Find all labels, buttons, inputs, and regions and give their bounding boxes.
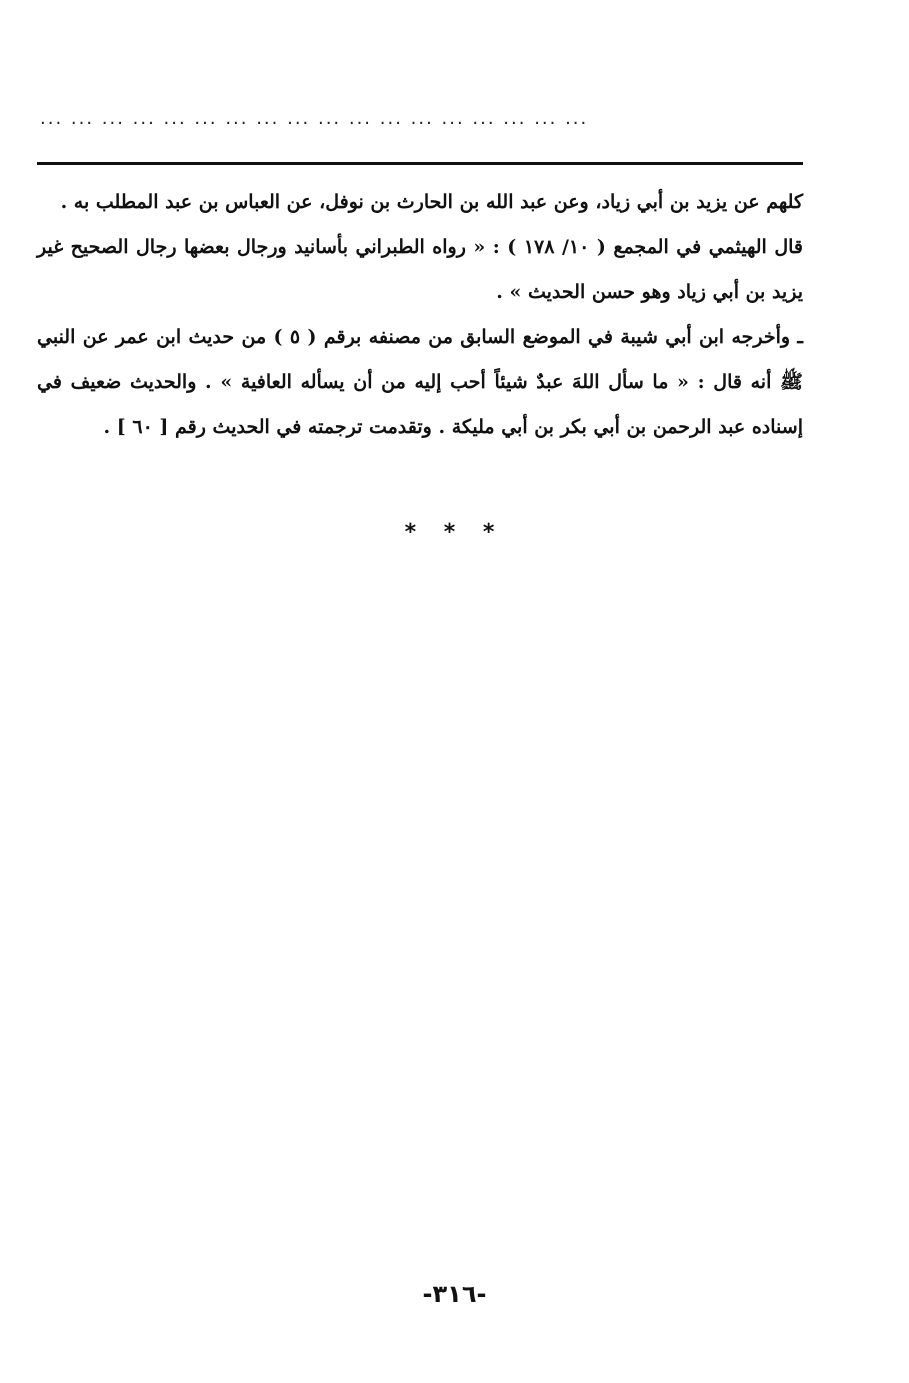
section-separator: * * *: [404, 520, 505, 545]
paragraph-2: قال الهيثمي في المجمع ( ١٠/ ١٧٨ ) : « رواه الطبراني بأسانيد ورجال بعضها رجال الصحيح غير يزيد بن أبي زياد وهو حسن الحديث » .: [37, 236, 803, 303]
footnote-rule: [37, 162, 803, 165]
paragraph-3: ـ وأخرجه ابن أبي شيبة في الموضع السابق من مصنفه برقم ( ٥ ) من حديث ابن عمر عن النبي ﷺ أنه قال : « ما سأل اللهَ عبدٌ شيئاً أحب إليه من أن يسأله العافية » . والحديث ضعيف في إسناده عبد الرحمن بن أبي بكر بن أبي مليكة . وتقدمت ترجمته في الحديث رقم [ ٦٠ ] .: [37, 326, 804, 438]
footnote-body: [37, 180, 803, 450]
footnote-dotted-line: ... ... ... ... ... ... ... ... ... ... ... ... ... ... ... ... ... ...: [40, 108, 589, 129]
page-number: -٣١٦-: [422, 1280, 487, 1308]
paragraph-1: كلهم عن يزيد بن أبي زياد، وعن عبد الله بن الحارث بن نوفل، عن العباس بن عبد المطلب به .: [60, 191, 803, 213]
